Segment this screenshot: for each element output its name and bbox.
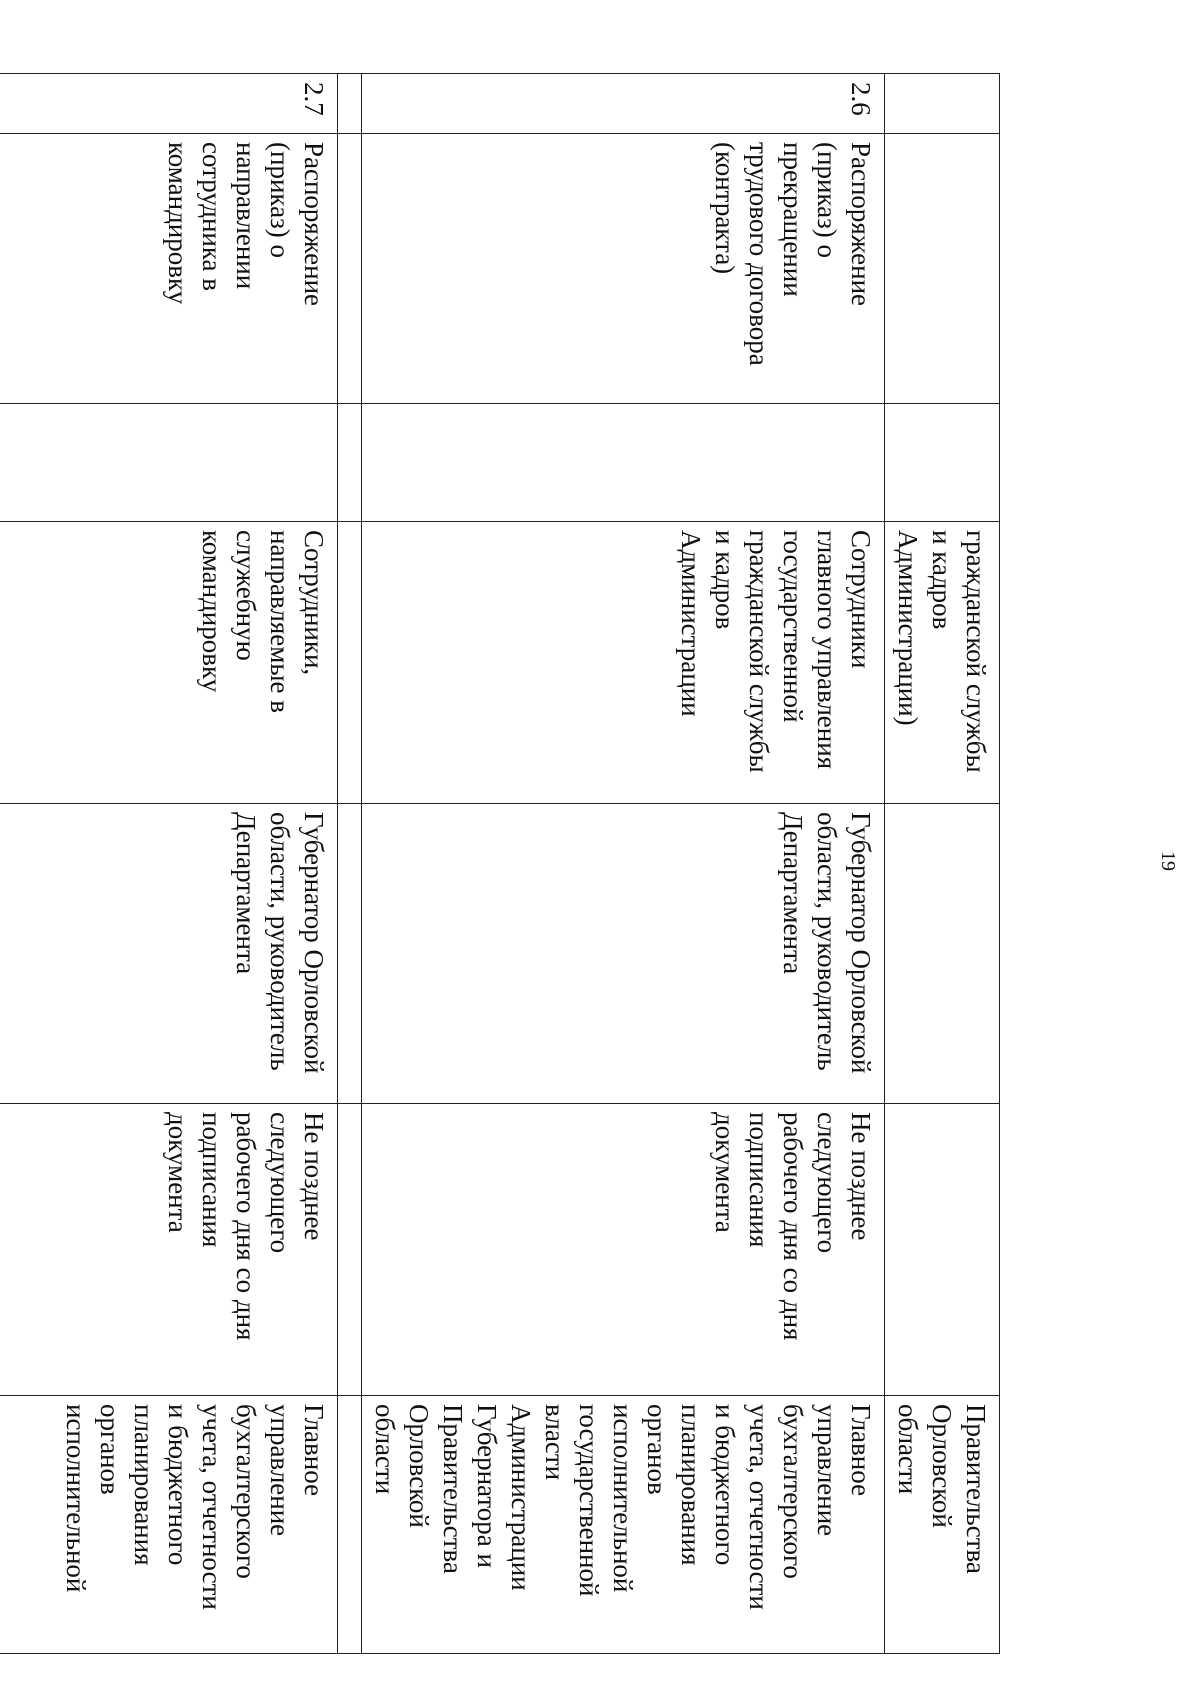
- table-row: [362, 74, 885, 1654]
- employees-cell: [338, 522, 362, 804]
- deadline-text: Не позднее следующего рабочего дня со дня подписания документа: [163, 1112, 329, 1341]
- row-number-cell: [362, 74, 885, 134]
- recipient-text: Правительства Орловской области: [893, 1404, 991, 1574]
- deadline-cell: [338, 1104, 362, 1396]
- employees-text: Сотрудники, направляемые в служебную командировку: [197, 530, 329, 713]
- signer-cell: [885, 804, 1000, 1104]
- document-table: [0, 73, 1000, 1654]
- document-cell: [885, 134, 1000, 404]
- employees-cell: [885, 522, 1000, 804]
- signer-cell: [338, 804, 362, 1104]
- recipient-cell: [0, 1396, 338, 1654]
- employees-text: гражданской службы и кадров Администрации): [893, 530, 991, 773]
- document-name: Распоряжение (приказ) о направлении сотрудника в командировку: [163, 142, 329, 307]
- row-number-cell: [0, 74, 338, 134]
- document-cell: [338, 134, 362, 404]
- recipient-cell: [362, 1396, 885, 1654]
- empty-cell: [362, 404, 885, 522]
- deadline-cell: [0, 1104, 338, 1396]
- signer-text: Губернатор Орловской области, руководитель Департамента: [778, 812, 876, 1074]
- document-name: Распоряжение (приказ) о прекращении трудового договора (контракта): [710, 142, 876, 366]
- table-row: [338, 74, 362, 1654]
- signer-cell: [0, 804, 338, 1104]
- deadline-cell: [885, 1104, 1000, 1396]
- recipient-text: Главное управление бухгалтерского учета, отчетности и бюджетного планирования органов исполнительной государственной власти Администрации Губернатора и Правительства Орловской области: [370, 1404, 876, 1610]
- table-row: [885, 74, 1000, 1654]
- empty-cell: [0, 404, 338, 522]
- recipient-cell: [885, 1396, 1000, 1654]
- signer-text: Губернатор Орловской области, руководитель Департамента: [231, 812, 329, 1074]
- row-number: 2.7: [299, 82, 329, 116]
- rotated-page: [61, 73, 1000, 1653]
- employees-cell: [0, 522, 338, 804]
- page-number: 19: [1157, 851, 1179, 871]
- row-number-cell: [338, 74, 362, 134]
- employees-text: Сотрудники главного управления государственной гражданской службы и кадров Администрации: [676, 530, 876, 773]
- recipient-text: Главное управление бухгалтерского учета, отчетности и бюджетного планирования органов исполнительной: [61, 1404, 329, 1610]
- empty-cell: [885, 404, 1000, 522]
- deadline-text: Не позднее следующего рабочего дня со дня подписания документа: [710, 1112, 876, 1341]
- recipient-cell: [338, 1396, 362, 1654]
- row-number-cell: [885, 74, 1000, 134]
- row-number: 2.6: [846, 82, 876, 116]
- signer-cell: [362, 804, 885, 1104]
- deadline-cell: [362, 1104, 885, 1396]
- document-cell: [362, 134, 885, 404]
- empty-cell: [338, 404, 362, 522]
- employees-cell: [362, 522, 885, 804]
- table-row: [0, 74, 338, 1654]
- document-cell: [0, 134, 338, 404]
